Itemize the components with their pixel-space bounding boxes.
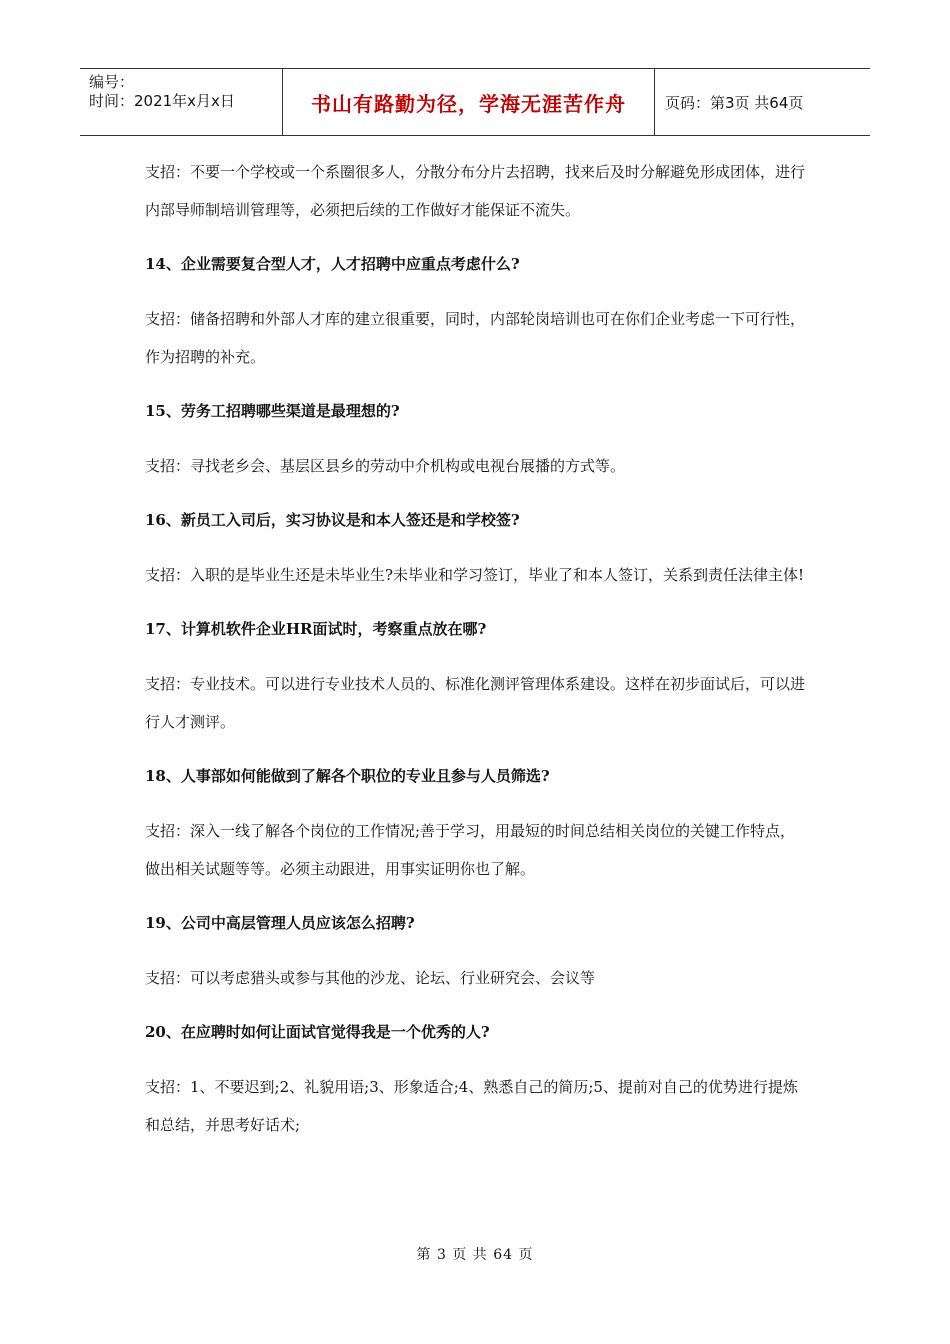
question-20: 20、在应聘时如何让面试官觉得我是一个优秀的人? (145, 1023, 490, 1041)
question-16: 16、新员工入司后，实习协议是和本人签还是和学校签? (145, 511, 520, 529)
answer-15: 支招：寻找老乡会、基层区县乡的劳动中介机构或电视台展播的方式等。 (145, 457, 626, 475)
answer-20: 支招：1、不要迟到;2、礼貌用语;3、形象适合;4、熟悉自己的简历;5、提前对自己的优势进行提炼和总结，并思考好话术; (145, 1078, 798, 1134)
document-number-label: 编号： (89, 73, 135, 91)
question-18: 18、人事部如何能做到了解各个职位的专业且参与人员筛选? (145, 767, 550, 785)
intro-answer: 支招：不要一个学校或一个系圈很多人，分散分布分片去招聘，找来后及时分解避免形成团体，进行内部导师制培训管理等，必须把后续的工作做好才能保证不流失。 (145, 163, 806, 219)
question-15: 15、劳务工招聘哪些渠道是最理想的? (145, 402, 400, 420)
question-14: 14、企业需要复合型人才，人才招聘中应重点考虑什么? (145, 255, 520, 273)
question-17: 17、计算机软件企业HR面试时，考察重点放在哪? (145, 620, 487, 638)
header-divider-right (654, 69, 655, 136)
answer-14: 支招：储备招聘和外部人才库的建立很重要，同时，内部轮岗培训也可在你们企业考虑一下可行性，作为招聘的补充。 (145, 310, 806, 366)
page-header (80, 68, 870, 136)
document-body (145, 153, 810, 1144)
answer-17: 支招：专业技术。可以进行专业技术人员的、标准化测评管理体系建设。这样在初步面试后，可以进行人才测评。 (145, 675, 806, 731)
page-footer: 第 3 页 共 64 页 (416, 1247, 534, 1263)
answer-18: 支招：深入一线了解各个岗位的工作情况;善于学习，用最短的时间总结相关岗位的关键工作特点，做出相关试题等等。必须主动跟进，用事实证明你也了解。 (145, 822, 796, 878)
question-19: 19、公司中高层管理人员应该怎么招聘? (145, 914, 415, 932)
header-page-info: 页码：第3页 共64页 (665, 94, 804, 112)
header-meta (89, 73, 235, 111)
document-date: 时间：2021年x月x日 (89, 92, 235, 110)
answer-16: 支招：入职的是毕业生还是未毕业生?未毕业和学习签订，毕业了和本人签订，关系到责任法律主体! (145, 566, 805, 584)
header-motto: 书山有路勤为径，学海无涯苦作舟 (311, 92, 626, 116)
answer-19: 支招：可以考虑猎头或参与其他的沙龙、论坛、行业研究会、会议等 (145, 969, 596, 987)
